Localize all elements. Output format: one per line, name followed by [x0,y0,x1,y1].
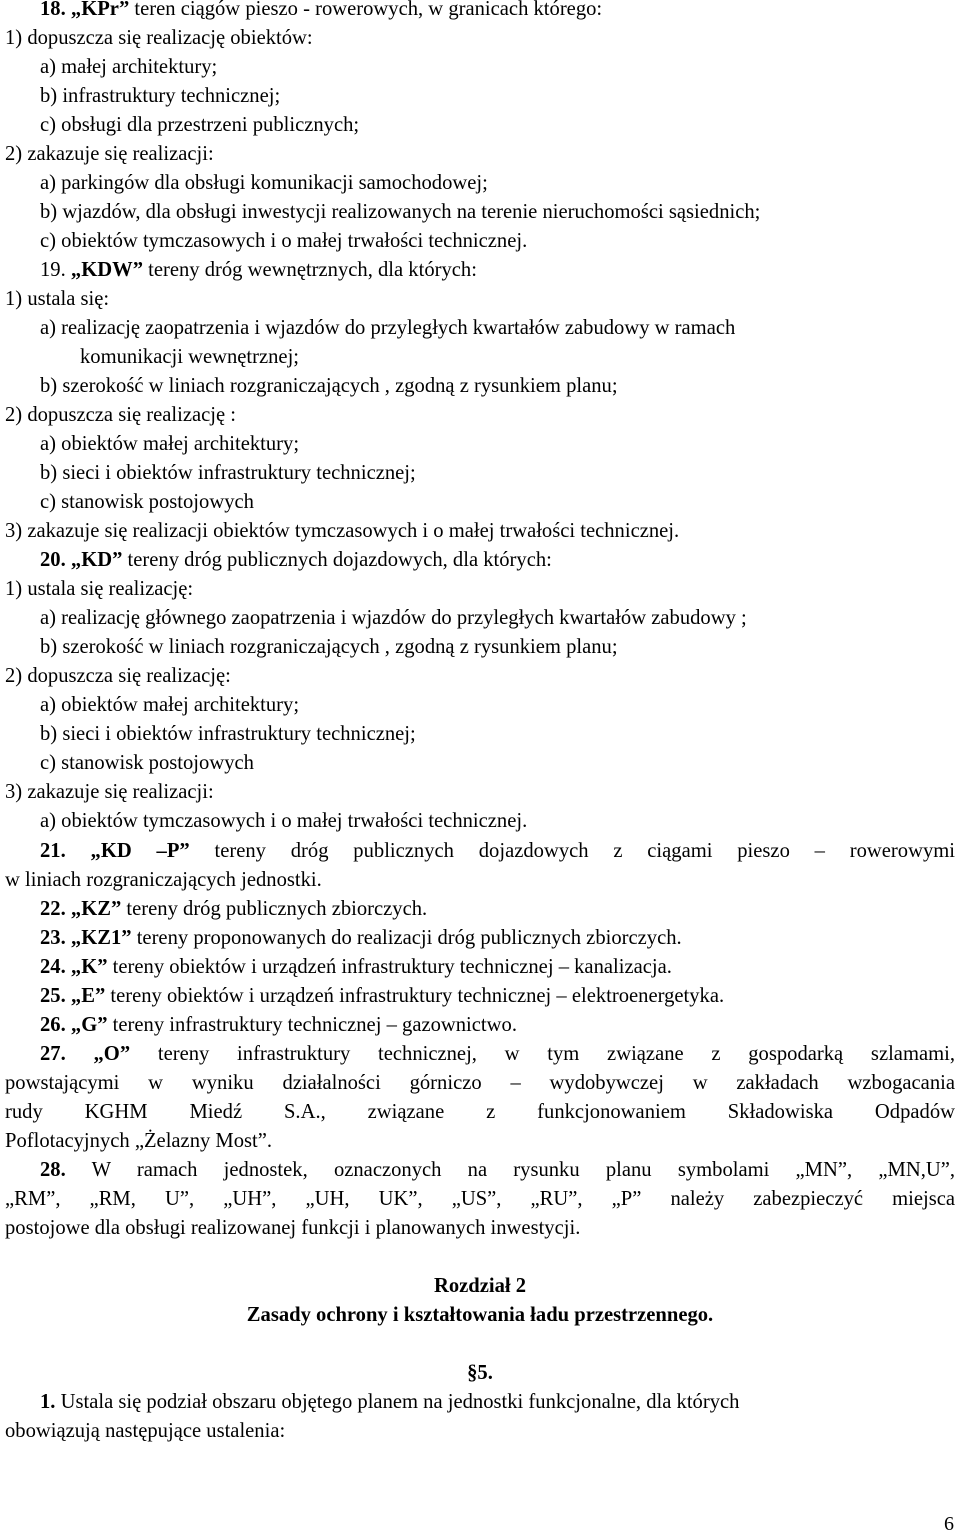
list-item: c) stanowisk postojowych [40,752,254,774]
paragraph-continuation: rudy KGHM Miedź S.A., związane z funkcjonowaniem Składowiska Odpadów [5,1101,955,1123]
item-number: 1. [40,1391,56,1413]
item-number: 26. [40,1014,66,1036]
list-item: c) stanowisk postojowych [40,491,254,513]
item-number: 2) [5,143,23,165]
item-number: 19. [40,259,66,281]
section-21-heading [40,837,955,866]
heading-text: tereny infrastruktury technicznej, w tym związane z gospodarką szlamami, [130,1043,955,1065]
item-number: 25. [40,985,66,1007]
list-item: b) wjazdów, dla obsługi inwestycji realizowanych na terenie nieruchomości sąsiednich; [40,201,761,223]
item-letter: b) [40,201,58,223]
list-item: 3) zakazuje się realizacji obiektów tymczasowych i o małej trwałości technicznej. [5,520,680,542]
heading-text: tereny proponowanych do realizacji dróg publicznych zbiorczych. [131,927,682,949]
item-letter: b) [40,723,58,745]
heading-text: tereny infrastruktury technicznej – gazownictwo. [107,1014,517,1036]
list-item: b) sieci i obiektów infrastruktury technicznej; [40,723,416,745]
item-letter: a) [40,317,56,339]
item-number: 24. [40,956,66,978]
heading-text: tereny obiektów i urządzeń infrastruktury technicznej – elektroenergetyka. [105,985,725,1007]
zone-code: „G” [70,1014,108,1036]
item-letter: a) [40,172,56,194]
heading-text: tereny dróg wewnętrznych, dla których: [142,259,477,281]
item-number: 2) [5,665,23,687]
item-letter: a) [40,607,56,629]
item-letter: c) [40,752,56,774]
item-number: 18. [40,0,66,20]
page-number: 6 [944,1513,954,1535]
list-item: a) obiektów małej architektury; [40,433,300,455]
section-24-heading [40,953,672,982]
paragraph-continuation: „RM”, „RM, U”, „UH”, „UH, UK”, „US”, „RU”, „P” należy zabezpieczyć miejsca [5,1188,955,1210]
item-number: 23. [40,927,66,949]
item-letter: b) [40,375,58,397]
item-letter: c) [40,491,56,513]
list-item: b) sieci i obiektów infrastruktury technicznej; [40,462,416,484]
paragraph-text: Ustala się podział obszaru objętego planem na jednostki funkcjonalne, dla których [60,1391,740,1413]
list-item: a) realizację zaopatrzenia i wjazdów do przyległych kwartałów zabudowy w ramach [40,317,736,339]
item-letter: a) [40,433,56,455]
item-number: 2) [5,404,23,426]
section-26-heading [40,1011,517,1040]
paragraph-continuation: w liniach rozgraniczających jednostki. [5,869,322,891]
section-27-heading [40,1040,955,1069]
item-number: 21. [40,840,66,862]
list-item: 2) dopuszcza się realizację : [5,404,236,426]
section-18-heading [40,0,602,24]
section-25-heading [40,982,724,1011]
heading-text: tereny dróg publicznych zbiorczych. [121,898,428,920]
zone-code: „K” [70,956,108,978]
paragraph-continuation: postojowe dla obsługi realizowanej funkcji i planowanych inwestycji. [5,1217,581,1239]
heading-text: tereny dróg publicznych dojazdowych, dla których: [122,549,552,571]
item-letter: a) [40,810,56,832]
item-letter: c) [40,114,56,136]
list-item: 1) ustala się realizację: [5,578,194,600]
list-item: b) infrastruktury technicznej; [40,85,281,107]
item-letter: b) [40,636,58,658]
paragraph-text: W ramach jednostek, oznaczonych na rysunku planu symbolami „MN”, „MN,U”, [91,1159,956,1181]
list-item: a) realizację głównego zaopatrzenia i wjazdów do przyległych kwartałów zabudowy ; [40,607,747,629]
list-item: 2) zakazuje się realizacji: [5,143,214,165]
item-number: 27. [40,1043,66,1065]
list-item: b) szerokość w liniach rozgraniczających , zgodną z rysunkiem planu; [40,636,618,658]
zone-code: „KD” [70,549,123,571]
item-number: 28. [40,1159,66,1181]
list-item: a) małej architektury; [40,56,218,78]
list-item: a) obiektów małej architektury; [40,694,300,716]
section-19-heading [40,256,477,285]
list-item: c) obsługi dla przestrzeni publicznych; [40,114,360,136]
zone-code: „KZ” [70,898,122,920]
heading-text: teren ciągów pieszo - rowerowych, w granicach którego: [129,0,603,20]
section-23-heading [40,924,682,953]
list-item: b) szerokość w liniach rozgraniczających , zgodną z rysunkiem planu; [40,375,618,397]
zone-code: „KD –P” [90,840,190,862]
zone-code: „KZ1” [70,927,132,949]
list-item: c) obiektów tymczasowych i o małej trwałości technicznej. [40,230,528,252]
item-letter: b) [40,462,58,484]
paragraph-continuation: Poflotacyjnych „Żelazny Most”. [5,1130,273,1152]
zone-code: „KPr” [70,0,130,20]
item-number: 3) [5,781,23,803]
section-28-heading [40,1156,955,1185]
zone-code: „E” [70,985,106,1007]
list-item: a) parkingów dla obsługi komunikacji samochodowej; [40,172,488,194]
heading-text: tereny dróg publicznych dojazdowych z ciągami pieszo – rowerowymi [189,840,955,862]
list-item: 2) dopuszcza się realizację: [5,665,231,687]
paragraph-symbol: §5. [467,1362,493,1384]
paragraph-continuation: powstającymi w wyniku działalności górniczo – wydobywczej w zakładach wzbogacania [5,1072,955,1094]
item-letter: a) [40,56,56,78]
item-letter: c) [40,230,56,252]
item-number: 1) [5,288,23,310]
paragraph-continuation: obowiązują następujące ustalenia: [5,1420,286,1442]
item-number: 1) [5,578,23,600]
item-number: 20. [40,549,66,571]
heading-text: tereny obiektów i urządzeń infrastruktury technicznej – kanalizacja. [107,956,672,978]
clause-1 [40,1388,739,1417]
item-letter: a) [40,694,56,716]
list-item-continuation: komunikacji wewnętrznej; [80,346,300,368]
zone-code: „KDW” [70,259,143,281]
item-number: 1) [5,27,23,49]
list-item: 1) dopuszcza się realizację obiektów: [5,27,313,49]
item-number: 3) [5,520,23,542]
section-20-heading [40,546,552,575]
list-item: a) obiektów tymczasowych i o małej trwałości technicznej. [40,810,528,832]
list-item: 3) zakazuje się realizacji: [5,781,214,803]
list-item: 1) ustala się: [5,288,110,310]
chapter-title: Rozdział 2 [433,1275,527,1297]
item-number: 22. [40,898,66,920]
chapter-subtitle: Zasady ochrony i kształtowania ładu przestrzennego. [246,1304,714,1326]
section-22-heading [40,895,427,924]
item-letter: b) [40,85,58,107]
zone-code: „O” [93,1043,131,1065]
